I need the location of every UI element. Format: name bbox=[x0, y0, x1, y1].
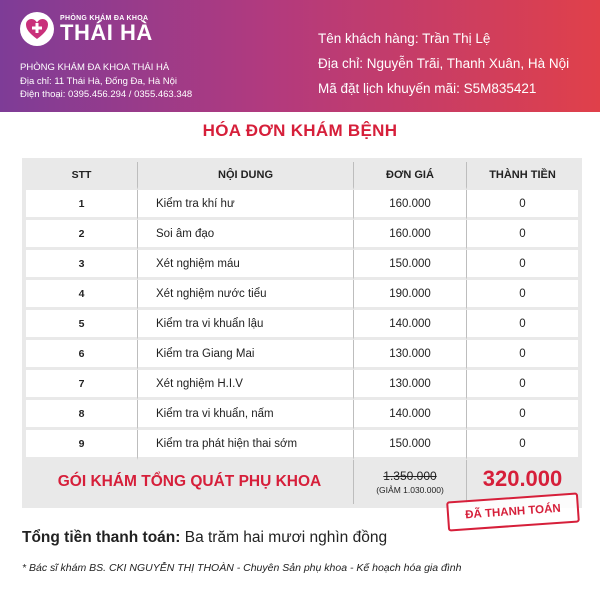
row-price: 140.000 bbox=[354, 310, 467, 340]
row-price: 190.000 bbox=[354, 280, 467, 310]
row-content: Kiểm tra phát hiện thai sớm bbox=[138, 430, 354, 460]
table-row bbox=[26, 370, 578, 400]
clinic-info bbox=[20, 61, 192, 102]
row-content: Xét nghiệm máu bbox=[138, 250, 354, 280]
table-row bbox=[26, 310, 578, 340]
package-price-cell bbox=[354, 460, 467, 504]
row-total: 0 bbox=[467, 250, 578, 280]
invoice-table bbox=[22, 158, 582, 508]
header-total: THÀNH TIỀN bbox=[467, 162, 578, 190]
table-row bbox=[26, 250, 578, 280]
row-stt: 2 bbox=[26, 220, 138, 250]
package-name: GÓI KHÁM TỔNG QUÁT PHỤ KHOA bbox=[26, 460, 354, 504]
row-content: Kiểm tra vi khuẩn lậu bbox=[138, 310, 354, 340]
row-total: 0 bbox=[467, 310, 578, 340]
header-price: ĐƠN GIÁ bbox=[354, 162, 467, 190]
row-content: Xét nghiệm H.I.V bbox=[138, 370, 354, 400]
final-price: 320.000 bbox=[482, 466, 563, 491]
booking-code: Mã đặt lịch khuyến mãi: S5M835421 bbox=[318, 81, 537, 96]
total-label: Tổng tiền thanh toán: bbox=[22, 529, 181, 546]
row-price: 150.000 bbox=[354, 430, 467, 460]
table-row bbox=[26, 280, 578, 310]
table-header-row bbox=[26, 162, 578, 190]
table-row bbox=[26, 220, 578, 250]
row-price: 150.000 bbox=[354, 250, 467, 280]
row-price: 130.000 bbox=[354, 340, 467, 370]
original-price: 1.350.000 bbox=[383, 469, 437, 483]
customer-name: Tên khách hàng: Trần Thị Lệ bbox=[318, 31, 491, 46]
row-content: Kiểm tra Giang Mai bbox=[138, 340, 354, 370]
row-total: 0 bbox=[467, 430, 578, 460]
row-stt: 5 bbox=[26, 310, 138, 340]
table-row bbox=[26, 400, 578, 430]
row-total: 0 bbox=[467, 220, 578, 250]
row-total: 0 bbox=[467, 340, 578, 370]
row-total: 0 bbox=[467, 400, 578, 430]
row-stt: 4 bbox=[26, 280, 138, 310]
row-stt: 3 bbox=[26, 250, 138, 280]
clinic-phone: Điện thoại: 0395.456.294 / 0355.463.348 bbox=[20, 89, 193, 100]
row-price: 160.000 bbox=[354, 190, 467, 220]
doctor-note: * Bác sĩ khám BS. CKI NGUYỄN THỊ THOÀN - Chuyên Sản phụ khoa - Kế hoạch hóa gia đình bbox=[22, 562, 462, 574]
table-row bbox=[26, 430, 578, 460]
heart-cross-icon bbox=[20, 12, 54, 46]
table-row bbox=[26, 190, 578, 220]
clinic-name: PHÒNG KHÁM ĐA KHOA THÁI HÀ bbox=[20, 62, 170, 73]
clinic-logo bbox=[20, 12, 153, 46]
row-stt: 6 bbox=[26, 340, 138, 370]
customer-address: Địa chỉ: Nguyễn Trãi, Thanh Xuân, Hà Nội bbox=[318, 56, 570, 71]
total-value: Ba trăm hai mươi nghìn đồng bbox=[184, 529, 388, 546]
table-row bbox=[26, 340, 578, 370]
logo-title: THÁI HÀ bbox=[60, 19, 153, 45]
row-stt: 9 bbox=[26, 430, 138, 460]
row-total: 0 bbox=[467, 190, 578, 220]
row-price: 140.000 bbox=[354, 400, 467, 430]
total-payment bbox=[22, 529, 387, 547]
row-content: Xét nghiệm nước tiểu bbox=[138, 280, 354, 310]
row-stt: 1 bbox=[26, 190, 138, 220]
row-stt: 7 bbox=[26, 370, 138, 400]
invoice-title: HÓA ĐƠN KHÁM BỆNH bbox=[202, 121, 398, 140]
clinic-address: Địa chỉ: 11 Thái Hà, Đống Đa, Hà Nội bbox=[20, 75, 178, 87]
header-content: NỘI DUNG bbox=[138, 162, 354, 190]
row-price: 130.000 bbox=[354, 370, 467, 400]
row-total: 0 bbox=[467, 280, 578, 310]
row-stt: 8 bbox=[26, 400, 138, 430]
logo-subtitle: PHÒNG KHÁM ĐA KHOA bbox=[60, 14, 149, 22]
row-content: Kiểm tra khí hư bbox=[138, 190, 354, 220]
row-price: 160.000 bbox=[354, 220, 467, 250]
row-content: Soi âm đạo bbox=[138, 220, 354, 250]
row-content: Kiểm tra vi khuẩn, nấm bbox=[138, 400, 354, 430]
row-total: 0 bbox=[467, 370, 578, 400]
discount-amount: (GIẢM 1.030.000) bbox=[376, 485, 444, 495]
header-stt: STT bbox=[26, 162, 138, 190]
customer-info bbox=[318, 26, 569, 101]
invoice-header bbox=[0, 0, 600, 112]
paid-stamp: ĐÃ THANH TOÁN bbox=[446, 492, 580, 531]
